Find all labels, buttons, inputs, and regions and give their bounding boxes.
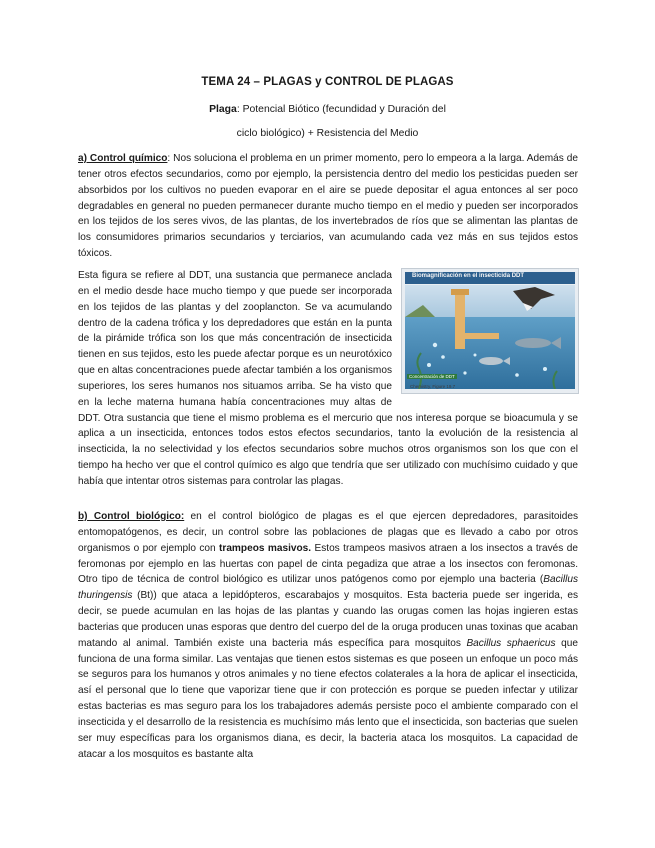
bacillus-thuringensis-term: Bacillus thuringensis <box>78 574 578 602</box>
plaga-definition-line-2: ciclo biológico) + Resistencia del Medio <box>236 128 419 139</box>
figure-caption: Chemistry, Figure 19.7 <box>410 384 456 389</box>
section-control-biologico <box>78 509 578 763</box>
section-text-3: (Bt)) que ataca a lepidópteros, escarabajos y mosquitos. Esta bacteria puede ser ingerida, es decir, se puede acumulan en las hojas de las plantas y cuando las orugas comen las hojas ingieren estas bacterias que producen unas esporas que dentro del cuerpo del de la oruga producen unas toxinas que acaban matando al animal. También existe una bacteria más específica para mosquitos <box>78 590 578 649</box>
ddt-biomagnification-figure <box>401 268 579 394</box>
section-heading-control-quimico: a) Control químico <box>78 153 168 164</box>
figure-title: Biomagnificación en el insecticida DDT <box>412 273 525 279</box>
page-title: TEMA 24 – PLAGAS y CONTROL DE PLAGAS <box>201 76 454 88</box>
ddt-paragraph-text: Esta figura se refiere al DDT, una sustancia que permanece anclada en el medio desde hace mucho tiempo y que puede ser incorporada en los tejidos de las plantas y del zooplancton. Se va acumulando dentro de la cadena trófica y los depredadores que están en la punta de la pirámide trófica son los que más concentración de insecticida tienen en sus tejidos, esto les puede afectar porque es un neurotóxico que en altas concentraciones puede afectar también a los organismos superiores, los seres humanos nos situamos arriba. Se ha visto que en la leche materna humana había concentraciones muy altas de DDT. Otra sustancia que tiene el mismo problema es el mercurio que nos interesa porque se bioacumula y se aplica a un insecticida, entonces todos estos efectos secundarios, tanto la evolución de la resistencia al insecticida, la no selectividad y los efectos secundarios sobre muchos otros organismos son los que con el tiempo ha hecho ver que el control químico es algo que tendría que ser utilizado con muchísimo cuidado y que había que intentar otros sistemas para controlar las plagas. <box>78 270 578 487</box>
section-text-2: Estos trampeos masivos atraen a los insectos a través de feromonas por ejemplo en las huertas con papel de cinta pegadiza que atrae a los insectos con feromonas. Otro tipo de técnica de control biológico es utilizar unos patógenos como por ejemplo una bacteria ( <box>78 542 578 586</box>
section-text-1: en el control biológico de plagas es el que ejercen depredadores, parasitoides entomopatógenos, es decir, un control sobre las poblaciones de plagas que es llevado a cabo por otros organismos o por ejemplo con <box>78 511 578 554</box>
section-text-4: que funciona de una forma similar. Las ventajas que tienen estos sistemas es que poseen un enfoque un poco más se seguros para los humanos y otros animales y no tiene efectos colaterales a la hora de aplicar el insecticida, así el personal que lo tiene que vaporizar tiene que ir con protección es porque se pueden infectar y utilizar estas bacterias es mas seguro para los los trabajadores además persiste poco el ambiente comparado con el insecticida y el desarrollo de la resistencia es muchísimo más lento que el insecticida, son bacterias que suelen ser muy específicas para los organismos diana, es decir, la bacteria ataca los mosquitos. La capacidad de atacar a los mosquitos es bastante alta <box>78 637 578 760</box>
section-heading-control-biologico: b) Control biológico: <box>78 511 185 522</box>
plaga-definition-line-1 <box>0 104 655 115</box>
section-control-quimico <box>78 151 578 262</box>
plaga-term: Plaga <box>209 104 237 115</box>
bacillus-sphaericus-term: Bacillus sphaericus <box>466 637 556 649</box>
figure-label: Concentración de DDT <box>409 374 455 379</box>
section-text-control-quimico: : Nos soluciona el problema en un primer momento, pero lo empeora a la larga. Además de tener otros efectos secundarios, como por ejemplo, la persistencia dentro del medio los pesticidas pueden ser absorbidos por los cultivos no pueden evaporar en el aire se puede depositar el agua entonces al ser poco degradables en general no pueden permanecer durante mucho tiempo en el medio y pueden ser incorporados en los tejidos de los seres vivos, de las plantas, de los invertebrados de ríos que se alimentan las plantas de los consumidores primarios secundarios y terciarios, van acumulando cada vez más en sus tejidos estos tóxicos. <box>78 153 578 260</box>
plaga-definition-text-1: : Potencial Biótico (fecundidad y Duración del <box>236 104 446 115</box>
trampeos-masivos-term: trampeos masivos. <box>219 542 312 554</box>
